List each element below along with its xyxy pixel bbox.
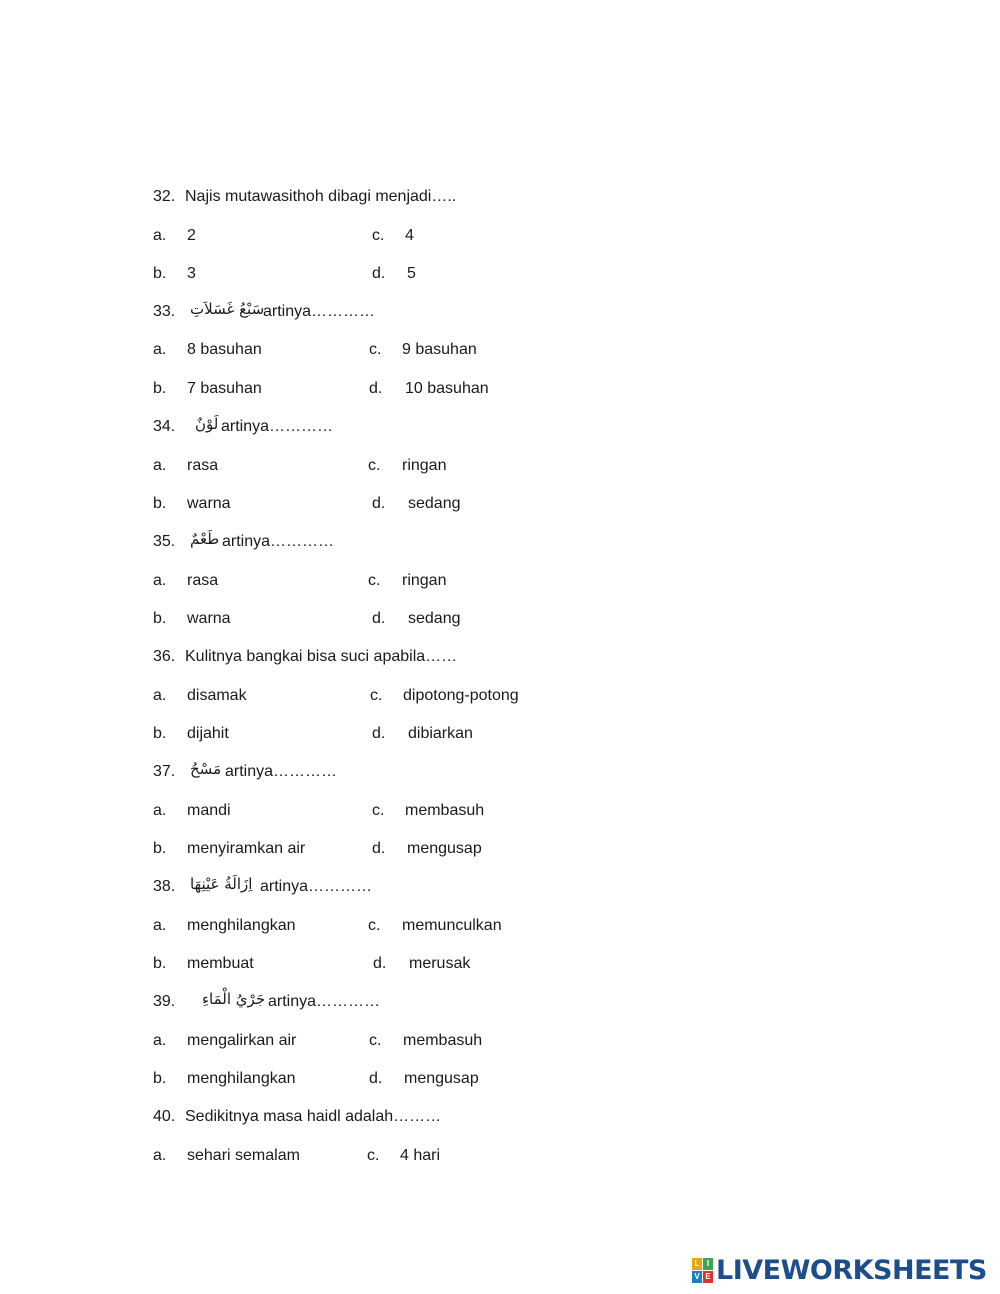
question-number: 38. xyxy=(153,878,176,895)
option-b-letter: b. xyxy=(153,840,167,857)
option-b-text: membuat xyxy=(187,955,254,972)
option-c-text: 4 hari xyxy=(400,1147,441,1164)
question-text: artinya………… xyxy=(221,418,334,435)
option-a-letter: a. xyxy=(153,917,167,934)
option-c-text: ringan xyxy=(402,457,447,474)
option-a-letter: a. xyxy=(153,227,167,244)
option-a-text: sehari semalam xyxy=(187,1147,300,1164)
question-number: 33. xyxy=(153,303,176,320)
option-row xyxy=(0,341,700,365)
question-number: 39. xyxy=(153,993,176,1010)
option-d-text: 5 xyxy=(407,265,416,282)
option-row xyxy=(0,1032,700,1056)
option-b-letter: b. xyxy=(153,380,167,397)
question-38 xyxy=(0,875,700,902)
option-b-letter: b. xyxy=(153,265,167,282)
question-text: artinya………… xyxy=(225,763,338,780)
option-d-text: merusak xyxy=(409,955,471,972)
option-c-text: dipotong-potong xyxy=(403,687,519,704)
question-34 xyxy=(0,415,700,442)
logo-mark-icon: L I V E xyxy=(692,1258,713,1283)
arabic-term: سَبْعُ غَسَلاَتِ xyxy=(190,300,265,318)
option-d-text: mengusap xyxy=(404,1070,479,1087)
option-row xyxy=(0,840,700,864)
option-a-text: 8 basuhan xyxy=(187,341,262,358)
option-b-letter: b. xyxy=(153,725,167,742)
question-number: 36. xyxy=(153,648,176,665)
option-row xyxy=(0,265,700,289)
option-c-letter: c. xyxy=(367,1147,380,1164)
option-b-letter: b. xyxy=(153,1070,167,1087)
question-text: artinya………… xyxy=(268,993,381,1010)
option-d-text: dibiarkan xyxy=(408,725,473,742)
option-d-text: mengusap xyxy=(407,840,482,857)
arabic-term: لَوْنٌ xyxy=(195,415,219,433)
option-b-text: warna xyxy=(187,495,231,512)
question-35 xyxy=(0,530,700,557)
option-c-letter: c. xyxy=(369,1032,382,1049)
option-row xyxy=(0,495,700,519)
option-a-text: menghilangkan xyxy=(187,917,296,934)
question-text: Najis mutawasithoh dibagi menjadi….. xyxy=(185,188,457,205)
option-row xyxy=(0,457,700,481)
option-a-letter: a. xyxy=(153,341,167,358)
option-row xyxy=(0,610,700,634)
option-row xyxy=(0,572,700,596)
option-c-letter: c. xyxy=(368,917,381,934)
option-a-text: rasa xyxy=(187,457,219,474)
option-b-letter: b. xyxy=(153,955,167,972)
arabic-term: جَرْيُ الْمَاءِ xyxy=(202,990,266,1008)
option-d-letter: d. xyxy=(373,955,387,972)
option-row xyxy=(0,802,700,826)
option-c-letter: c. xyxy=(372,802,385,819)
option-c-text: memunculkan xyxy=(402,917,502,934)
option-a-text: mengalirkan air xyxy=(187,1032,297,1049)
option-row xyxy=(0,955,700,979)
option-row xyxy=(0,227,700,251)
option-c-text: membasuh xyxy=(403,1032,483,1049)
option-c-letter: c. xyxy=(368,572,381,589)
option-a-letter: a. xyxy=(153,457,167,474)
option-b-text: dijahit xyxy=(187,725,229,742)
option-c-letter: c. xyxy=(369,341,382,358)
option-a-text: 2 xyxy=(187,227,196,244)
question-39 xyxy=(0,990,700,1017)
option-d-letter: d. xyxy=(369,380,383,397)
option-d-text: 10 basuhan xyxy=(405,380,489,397)
option-b-text: 3 xyxy=(187,265,196,282)
question-number: 37. xyxy=(153,763,176,780)
question-text: Sedikitnya masa haidl adalah……… xyxy=(185,1108,442,1125)
question-text: artinya………… xyxy=(260,878,373,895)
option-a-text: disamak xyxy=(187,687,247,704)
question-number: 35. xyxy=(153,533,176,550)
question-text: Kulitnya bangkai bisa suci apabila…… xyxy=(185,648,458,665)
question-33 xyxy=(0,300,700,327)
option-a-letter: a. xyxy=(153,802,167,819)
option-d-letter: d. xyxy=(372,495,386,512)
question-number: 40. xyxy=(153,1108,176,1125)
option-c-letter: c. xyxy=(368,457,381,474)
option-d-letter: d. xyxy=(372,725,386,742)
question-number: 32. xyxy=(153,188,176,205)
question-40 xyxy=(0,1108,700,1132)
option-d-text: sedang xyxy=(408,610,461,627)
option-c-text: 9 basuhan xyxy=(402,341,477,358)
option-b-letter: b. xyxy=(153,610,167,627)
option-b-text: menyiramkan air xyxy=(187,840,306,857)
question-36 xyxy=(0,648,700,672)
option-a-letter: a. xyxy=(153,687,167,704)
option-b-letter: b. xyxy=(153,495,167,512)
option-b-text: 7 basuhan xyxy=(187,380,262,397)
question-37 xyxy=(0,760,700,787)
option-row xyxy=(0,687,700,711)
option-a-letter: a. xyxy=(153,572,167,589)
option-c-text: 4 xyxy=(405,227,414,244)
option-c-text: membasuh xyxy=(405,802,485,819)
option-b-text: warna xyxy=(187,610,231,627)
option-d-letter: d. xyxy=(372,840,386,857)
arabic-term: مَسْحُ xyxy=(190,760,222,778)
option-d-letter: d. xyxy=(372,265,386,282)
question-text: artinya………… xyxy=(263,303,376,320)
question-32 xyxy=(0,188,700,212)
option-a-letter: a. xyxy=(153,1147,167,1164)
option-d-letter: d. xyxy=(372,610,386,627)
question-text: artinya………… xyxy=(222,533,335,550)
option-c-text: ringan xyxy=(402,572,447,589)
option-b-text: menghilangkan xyxy=(187,1070,296,1087)
liveworksheets-logo xyxy=(692,1256,987,1284)
arabic-term: اِزَالَةُ عَيْنِهَا xyxy=(190,875,253,893)
question-number: 34. xyxy=(153,418,176,435)
option-row xyxy=(0,380,700,404)
logo-text: LIVEWORKSHEETS xyxy=(716,1254,987,1286)
option-d-letter: d. xyxy=(369,1070,383,1087)
option-row xyxy=(0,1070,700,1094)
option-row xyxy=(0,917,700,941)
option-c-letter: c. xyxy=(370,687,383,704)
arabic-term: طَعْمٌ xyxy=(190,530,220,548)
option-a-text: rasa xyxy=(187,572,219,589)
option-a-letter: a. xyxy=(153,1032,167,1049)
option-row xyxy=(0,1147,700,1171)
option-row xyxy=(0,725,700,749)
option-d-text: sedang xyxy=(408,495,461,512)
option-a-text: mandi xyxy=(187,802,231,819)
option-c-letter: c. xyxy=(372,227,385,244)
